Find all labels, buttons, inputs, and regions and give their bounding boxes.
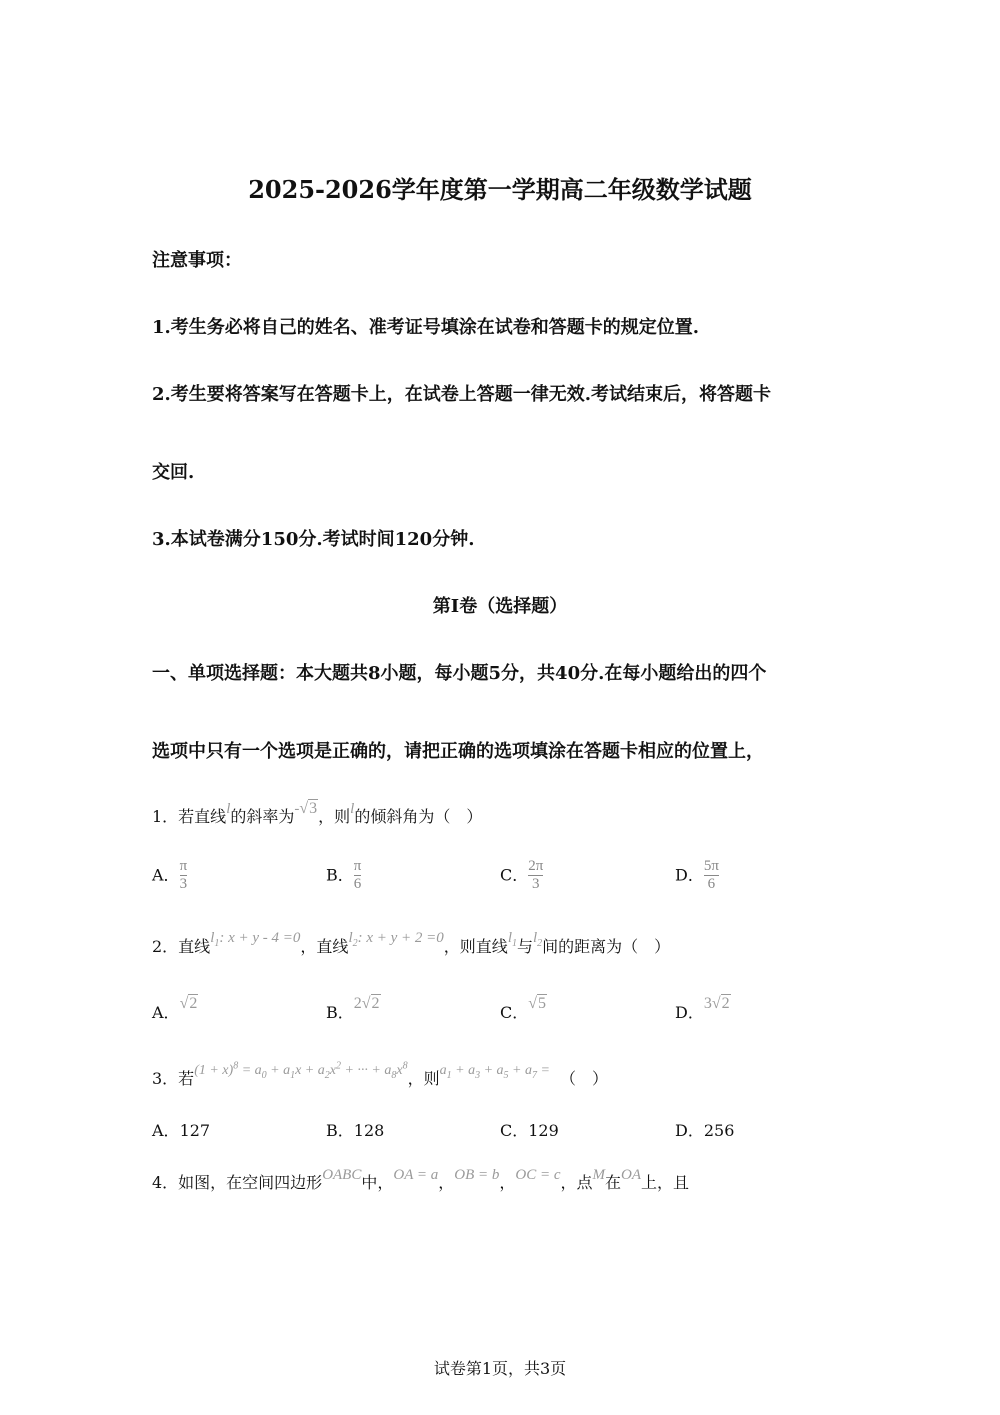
- q1-minus: -: [294, 801, 300, 817]
- part1-instructions-line1: 一、单项选择题：本大题共8小题，每小题5分，共40分.在每小题给出的四个: [152, 663, 767, 684]
- q2-option-a: A．√2: [152, 995, 198, 1022]
- exam-title: 2025-2026学年度第一学期高二年级数学试题: [248, 175, 752, 204]
- question-2-stem: 2．直线$l_1$: x + y - 4 =0，直线$l_2$: x + y + 2 =0，则直线$l_1$与$l_2$间的距离为（ ）: [152, 930, 671, 956]
- q2-option-b: B．2√2: [326, 995, 380, 1022]
- notice-item-2: 2.考生要将答案写在答题卡上，在试卷上答题一律无效.考试结束后，将答题卡: [152, 384, 772, 405]
- q1-text: 1．若直线: [152, 807, 227, 826]
- q2-option-d-sqrt: 3√2: [703, 995, 730, 1012]
- q1-option-a-fraction: $\frac{\pi}{3}$: [179, 858, 188, 893]
- q1-text: 的斜率为: [230, 807, 295, 826]
- q4-segment-oa: OA: [621, 1167, 642, 1183]
- q2-var-l2: $l_2$: [533, 930, 543, 949]
- q1-option-d-fraction: $\frac{5\pi}{6}$: [703, 858, 719, 893]
- q3-option-d: D．256: [675, 1121, 735, 1140]
- section-title: 第I卷（选择题）: [432, 596, 568, 617]
- q1-var-l: l: [350, 801, 355, 817]
- q2-option-a-sqrt: √2: [179, 995, 198, 1012]
- page-footer: 试卷第1页，共3页: [433, 1359, 567, 1378]
- q4-quad-oabc: OABC: [322, 1167, 362, 1183]
- question-4-stem: 4．如图，在空间四边形OABC中，OA = a，OB = b，OC = c，点M在OA上，且: [152, 1167, 690, 1192]
- notice-item-2-cont: 交回.: [152, 462, 195, 483]
- q4-point-m: M: [592, 1167, 606, 1183]
- q2-option-c: C．√5: [500, 995, 547, 1022]
- question-1-stem: [152, 800, 483, 827]
- q3-expansion: $(1 + x)^8 = a_0 + a_1x + a_2x^2$ + ··· + $a_8x^8$: [194, 1060, 408, 1081]
- q3-option-a: A．127: [152, 1121, 211, 1140]
- question-3-stem: 3．若$(1 + x)^8 = a_0 + a_1x + a_2x^2$ + ··· + $a_8x^8$，则$a_1 + a_3 + a_5 + a_7$ = （ ）: [152, 1060, 608, 1088]
- q2-line-l1: $l_1$: x + y - 4 =0: [210, 930, 301, 949]
- q1-option-c-fraction: $\frac{2\pi}{3}$: [528, 858, 544, 893]
- q4-vector-oc: OC = c: [515, 1167, 561, 1183]
- part1-instructions-line2: 选项中只有一个选项是正确的，请把正确的选项填涂在答题卡相应的位置上，: [152, 741, 764, 762]
- q2-option-c-sqrt: √5: [528, 995, 547, 1012]
- notice-item-1: 1.考生务必将自己的姓名、准考证号填涂在试卷和答题卡的规定位置.: [152, 317, 700, 338]
- q1-option-b-fraction: $\frac{\pi}{6}$: [353, 858, 362, 893]
- q2-option-d: D．3√2: [675, 995, 730, 1022]
- q1-sqrt: √3: [299, 800, 318, 817]
- notice-heading: 注意事项：: [152, 250, 242, 271]
- q3-option-b: B．128: [326, 1121, 385, 1140]
- q1-option-d: D． $\frac{5\pi}{6}$: [675, 858, 719, 893]
- q1-text: 的倾斜角为（ ）: [354, 807, 483, 826]
- q1-option-a: A． $\frac{\pi}{3}$: [152, 858, 188, 893]
- q4-vector-ob: OB = b: [454, 1167, 500, 1183]
- notice-item-3: 3.本试卷满分150分.考试时间120分钟.: [152, 529, 475, 550]
- q3-sum: $a_1 + a_3 + a_5 + a_7$ =: [439, 1063, 550, 1081]
- q3-option-c: C．129: [500, 1121, 559, 1140]
- q2-line-l2: $l_2$: x + y + 2 =0: [348, 930, 444, 949]
- q1-var-l: l: [226, 801, 231, 817]
- q1-option-c: C． $\frac{2\pi}{3}$: [500, 858, 544, 893]
- q1-text: ，则: [318, 807, 351, 826]
- q2-var-l1: $l_1$: [507, 930, 517, 949]
- q1-option-b: B． $\frac{\pi}{6}$: [326, 858, 362, 893]
- q2-option-b-sqrt: 2√2: [353, 995, 380, 1012]
- q4-vector-oa: OA = a: [393, 1167, 439, 1183]
